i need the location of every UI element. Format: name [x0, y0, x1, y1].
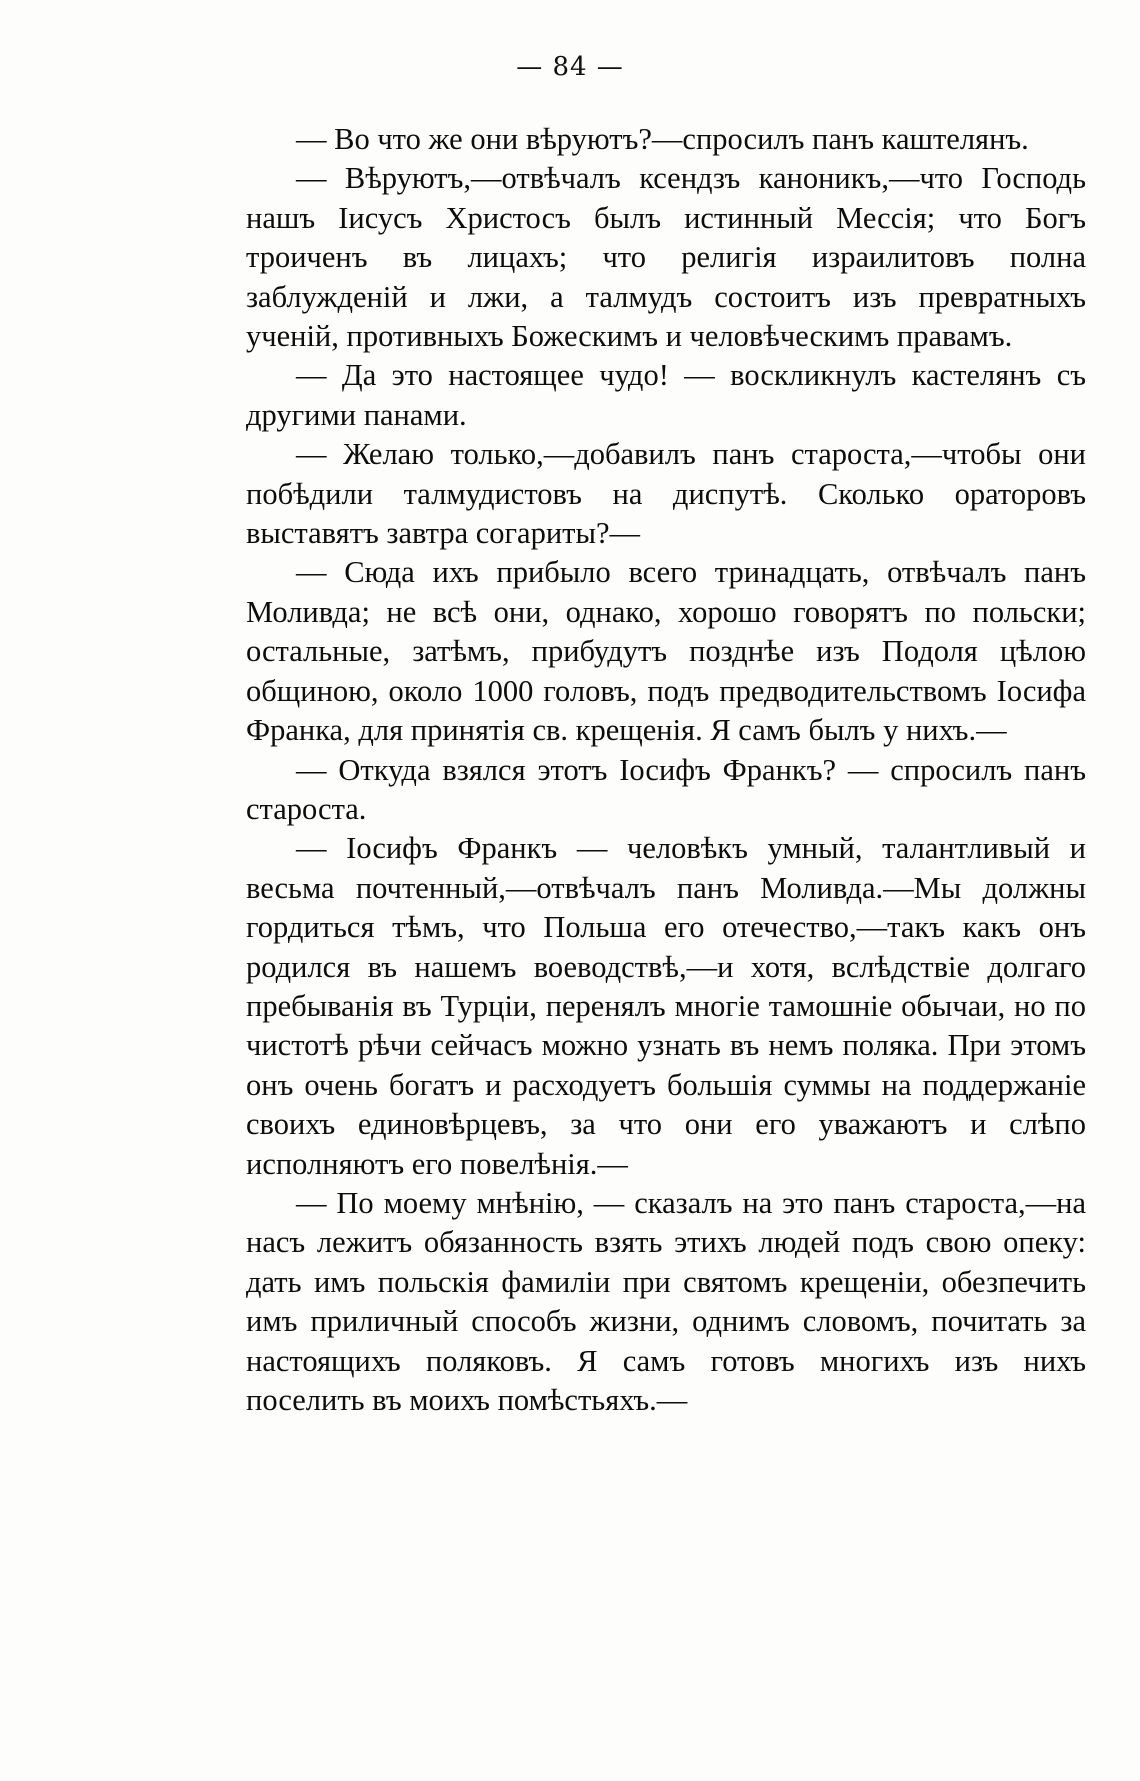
page-number: — 84 —: [516, 52, 624, 82]
body-text: [246, 120, 1086, 1420]
paragraph-6: — Откуда взялся этотъ Іосифъ Франкъ? — спросилъ панъ староста.: [246, 752, 1086, 826]
paragraph-8: — По моему мнѣнію, — сказалъ на это панъ староста,—на насъ лежитъ обязанность взять этихъ людей подъ свою опеку: дать имъ польскія фамиліи при святомъ крещеніи, обезпечить имъ приличный способъ жизни, однимъ словомъ, почитать за настоящихъ поляковъ. Я самъ готовъ многихъ изъ нихъ поселить въ моихъ помѣстьяхъ.—: [246, 1185, 1086, 1417]
paragraph-7: — Іосифъ Франкъ — человѣкъ умный, талантливый и весьма почтенный,—отвѣчалъ панъ Моливда.—Мы должны гордиться тѣмъ, что Польша его отечество,—такъ какъ онъ родился въ нашемъ воеводствѣ,—и хотя, вслѣдствіе долгаго пребыванія въ Турціи, перенялъ многіе тамошніе обычаи, но по чистотѣ рѣчи сейчасъ можно узнать въ немъ поляка. При этомъ онъ очень богатъ и расходуетъ большія суммы на поддержаніе своихъ единовѣрцевъ, за что они его уважаютъ и слѣпо исполняютъ его повелѣнія.—: [246, 831, 1086, 1181]
paragraph-2: — Вѣруютъ,—отвѣчалъ ксендзъ каноникъ,—что Господь нашъ Іисусъ Христосъ былъ истинный Мессія; что Богъ троиченъ въ лицахъ; что религія израилитовъ полна заблужденій и лжи, а талмудъ состоитъ изъ превратныхъ ученій, противныхъ Божескимъ и человѣческимъ правамъ.: [246, 161, 1086, 354]
paragraph-1: — Во что же они вѣруютъ?—спросилъ панъ каштелянъ.: [296, 122, 1029, 156]
paragraph-5: — Сюда ихъ прибыло всего тринадцать, отвѣчалъ панъ Моливда; не всѣ они, однако, хорошо говорятъ по польски; остальные, затѣмъ, прибудутъ позднѣе изъ Подоля цѣлою общиною, около 1000 головъ, подъ предводительствомъ Іосифа Франка, для принятія св. крещенія. Я самъ былъ у нихъ.—: [246, 555, 1086, 748]
paragraph-4: — Желаю только,—добавилъ панъ староста,—чтобы они побѣдили талмудистовъ на диспутѣ. Сколько ораторовъ выставятъ завтра согариты?—: [246, 437, 1086, 551]
paragraph-3: — Да это настоящее чудо! — воскликнулъ кастелянъ съ другими панами.: [246, 358, 1086, 432]
